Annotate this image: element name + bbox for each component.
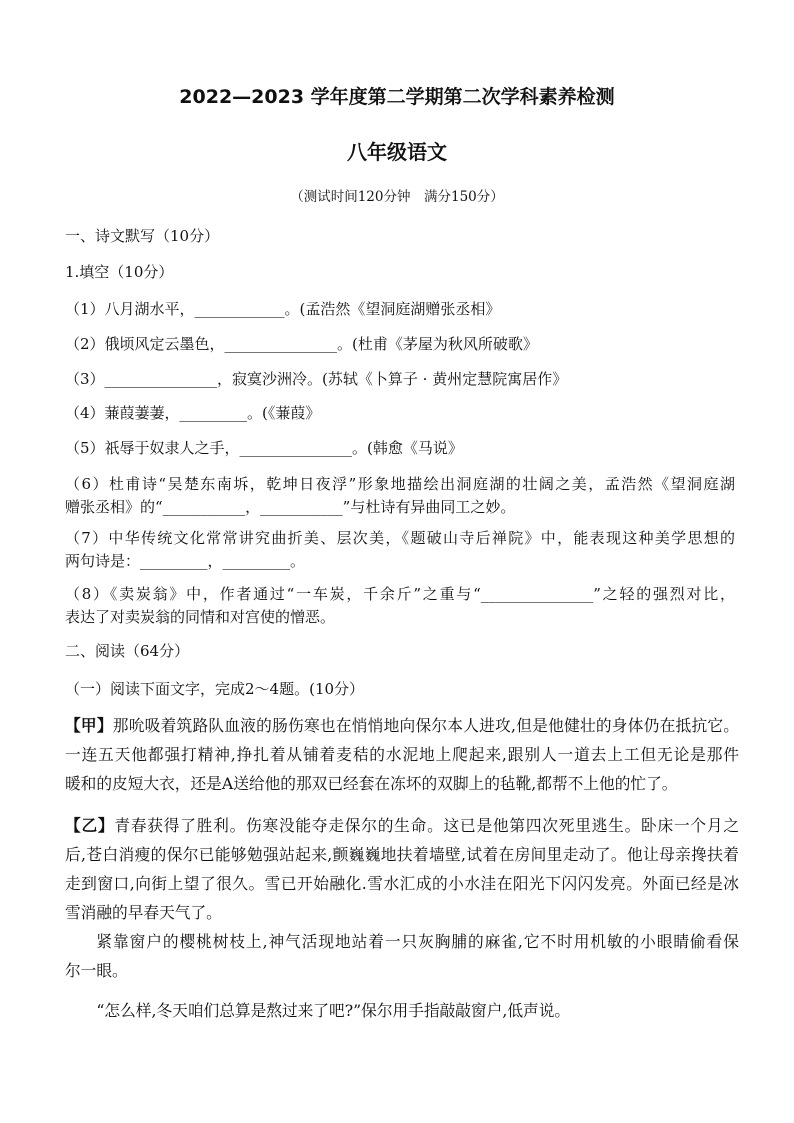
question-fill-blank-heading: 1.填空（10分） xyxy=(65,263,174,281)
passage-yi-text: 青春获得了胜利。伤寒没能夺走保尔的生命。这已是他第四次死里逃生。卧床一个月之 xyxy=(114,816,740,835)
fill-item-5: （5）祇辱于奴隶人之手，_______________。(韩愈《马说》 xyxy=(65,439,463,457)
fill-item-8-line-1: （8）《卖炭翁》中，作者通过“一车炭，千余斤”之重与“_______________”之轻的强烈对比， xyxy=(65,585,735,603)
passage-jia-label: 【甲】 xyxy=(65,716,113,735)
exam-time-info: （测试时间120分钟 满分150分） xyxy=(290,189,504,205)
passage-yi-line-4: 雪消融的早春天气了。 xyxy=(65,903,222,922)
fill-item-7-line-1: （7）中华传统文化常常讲究曲折美、层次美，《题破山寺后禅院》中，能表现这种美学思想的 xyxy=(65,529,735,547)
section-heading-reading: 二、阅读（64分） xyxy=(65,642,190,660)
passage-yi-line-2: 后,苍白消瘦的保尔已能够勉强站起来,颤巍巍地扶着墙壁,试着在房间里走动了。他让母亲搀扶着 xyxy=(65,845,739,864)
subject-title: 八年级语文 xyxy=(347,140,447,164)
fill-item-1: （1）八月湖水平，____________。(孟浩然《望洞庭湖赠张丞相》 xyxy=(65,300,501,318)
fill-item-6-line-2: 赠张丞相》的“___________，___________”与杜诗有异曲同工之妙。 xyxy=(65,498,516,516)
fill-item-2: （2）俄顷风定云墨色，_______________。(杜甫《茅屋为秋风所破歌》 xyxy=(65,335,538,353)
section-heading-poetry: 一、诗文默写（10分） xyxy=(65,227,220,245)
passage-yi-paragraph-2-line-2: 尔一眼。 xyxy=(65,961,128,980)
fill-item-6-line-1: （6）杜甫诗“吴楚东南坼，乾坤日夜浮”形象地描绘出洞庭湖的壮阔之美，孟浩然《望洞庭湖 xyxy=(65,475,735,493)
passage-jia-line-3: 暖和的皮短大衣，还是A送给他的那双已经套在冻坏的双脚上的毡靴,都帮不上他的忙了。 xyxy=(65,774,678,793)
passage-yi-line-1 xyxy=(65,814,739,838)
reading-instruction: （一）阅读下面文字，完成2～4题。(10分） xyxy=(65,680,365,698)
passage-jia-line-1 xyxy=(65,714,739,738)
passage-jia-text: 那吮吸着筑路队血液的肠伤寒也在悄悄地向保尔本人进攻,但是他健壮的身体仍在抵抗它。 xyxy=(112,716,739,735)
fill-item-7-line-2: 两句诗是：_________，_________。 xyxy=(65,552,306,570)
fill-item-4: （4）蒹葭萋萋，_________。(《蒹葭》 xyxy=(65,404,321,422)
passage-yi-label: 【乙】 xyxy=(65,816,115,835)
passage-yi-paragraph-2-line-1: 紧靠窗户的樱桃树枝上,神气活现地站着一只灰胸脯的麻雀,它不时用机敏的小眼睛偷看保 xyxy=(96,932,739,951)
passage-yi-line-3: 走到窗口,向街上望了很久。雪已开始融化.雪水汇成的小水洼在阳光下闪闪发亮。外面已经是冰 xyxy=(65,874,739,893)
passage-jia-line-2: 一连五天他都强打精神,挣扎着从铺着麦秸的水泥地上爬起来,跟别人一道去上工但无论是那件 xyxy=(65,745,739,764)
passage-yi-paragraph-3: “怎么样,冬天咱们总算是熬过来了吧?”保尔用手指敲敲窗户,低声说。 xyxy=(96,1001,571,1020)
fill-item-8-line-2: 表达了对卖炭翁的同情和对宫使的憎恶。 xyxy=(65,608,336,626)
exam-title: 2022—2023 学年度第二学期第二次学科素养检测 xyxy=(179,86,615,108)
fill-item-3: （3）_______________，寂寞沙洲冷。(苏轼《卜算子 · 黄州定慧院寓居作》 xyxy=(65,370,568,388)
